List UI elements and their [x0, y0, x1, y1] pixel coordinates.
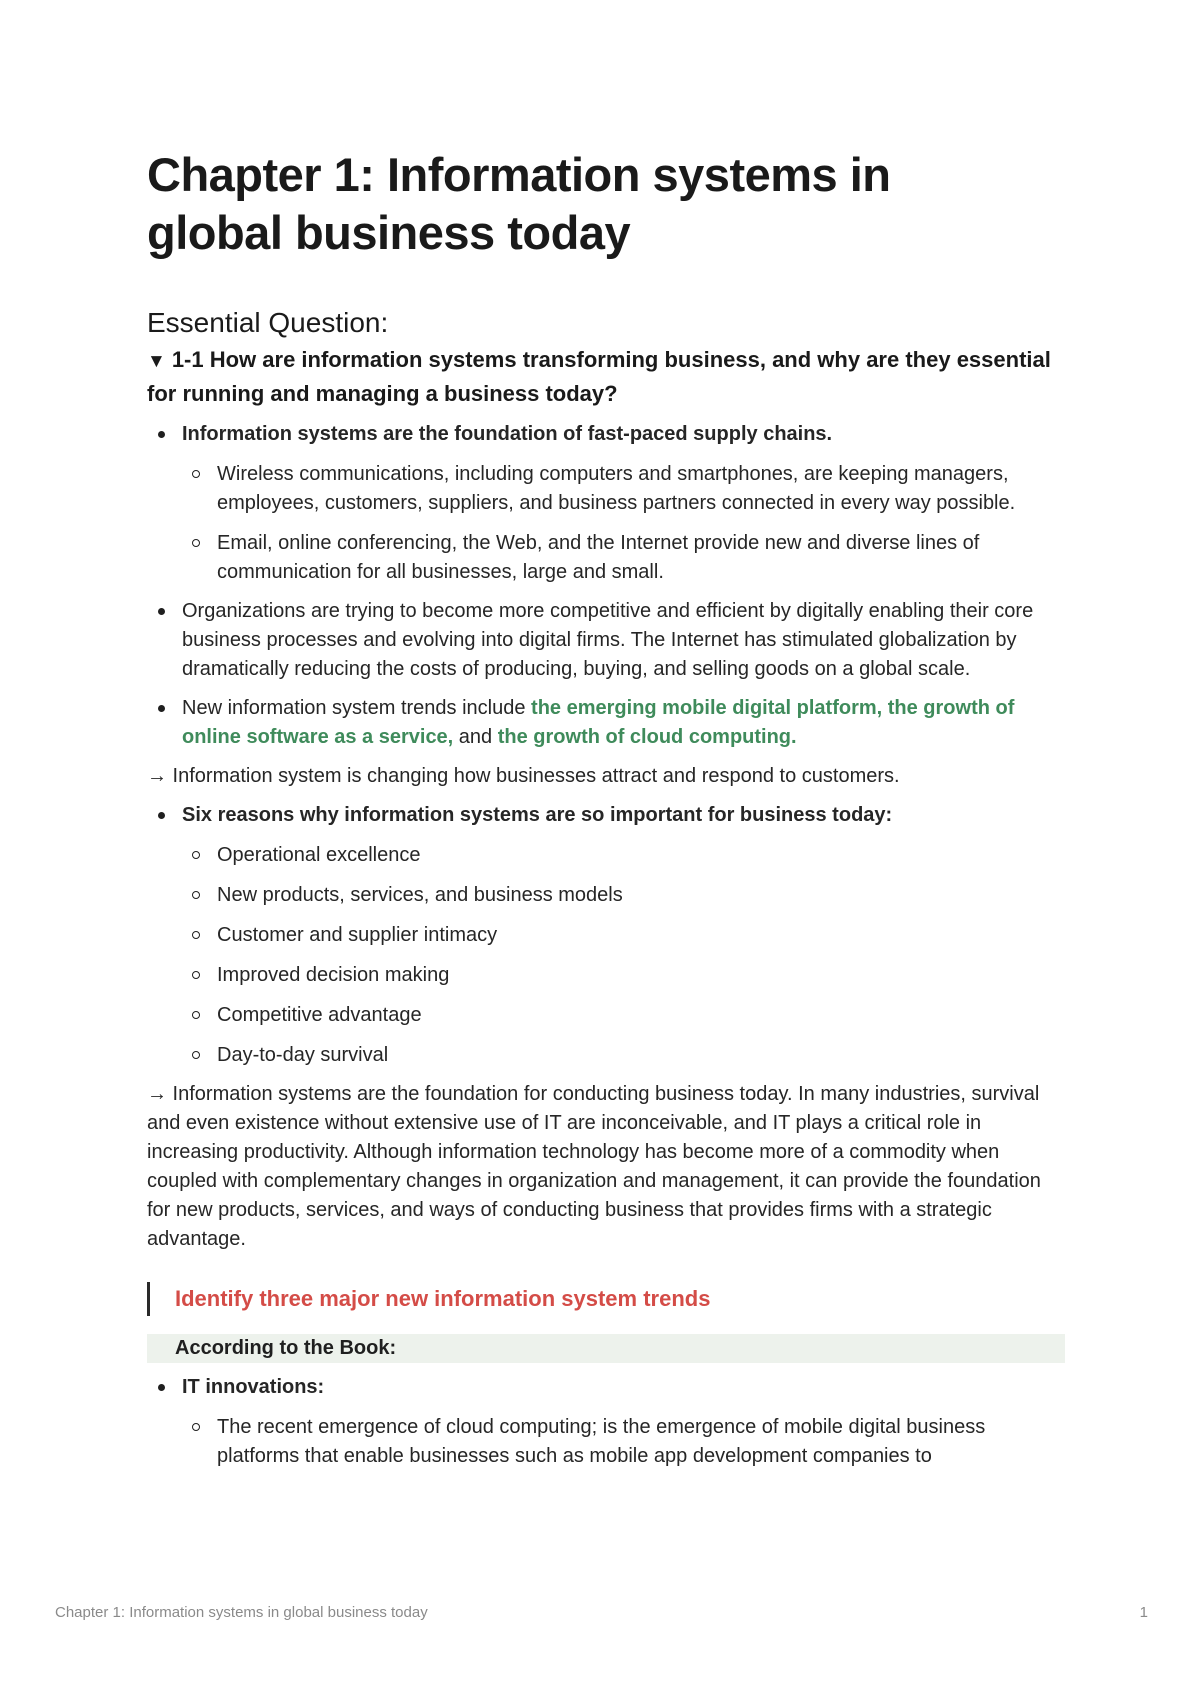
page-title-line-2: global business today [147, 206, 631, 259]
bullet-list [147, 801, 1065, 1070]
list-item-text: IT innovations: [182, 1376, 325, 1398]
hollow-bullet-icon [192, 891, 200, 899]
hollow-bullet-icon [192, 851, 200, 859]
bullet-list [147, 1373, 1065, 1471]
essential-question-heading: Essential Question: [147, 307, 389, 338]
highlight-text: the growth of cloud computing. [497, 726, 797, 748]
hollow-bullet-icon [192, 539, 200, 547]
arrow-paragraph: → Information system is changing how businesses attract and respond to customers. [147, 765, 900, 787]
sub-bullet-list [182, 841, 1065, 1070]
toggle-triangle-icon[interactable]: ▼ [147, 351, 166, 372]
sub-list-item [217, 529, 1065, 587]
sub-list-item [217, 881, 1065, 910]
list-item-text: Information systems are the foundation of fast-paced supply chains. [182, 423, 833, 445]
callout-heading: Identify three major new information system trends [147, 1282, 1065, 1316]
hollow-bullet-icon [192, 1051, 200, 1059]
footer-title: Chapter 1: Information systems in global business today [55, 1604, 428, 1621]
hollow-bullet-icon [192, 931, 200, 939]
sub-list-item [217, 1413, 1065, 1471]
list-item-text-pre: New information system trends include [182, 697, 532, 719]
sub-list-item [217, 841, 1065, 870]
list-item-text: Organizations are trying to become more competitive and efficient by digitally enabling their core business processes and evolving into digital firms. The Internet has stimulated globalization by dramatically reducing the costs of producing, buying, and selling goods on a global scale. [182, 600, 1034, 680]
page-title-line-1: Chapter 1: Information systems in [147, 148, 891, 201]
sub-list-item-text: The recent emergence of cloud computing; is the emergence of mobile digital business platforms that enable businesses such as mobile app development companies to [217, 1416, 986, 1467]
sub-bullet-list [182, 1413, 1065, 1471]
bullet-list [147, 420, 1065, 752]
highlighted-label: According to the Book: [147, 1334, 1065, 1363]
toggle-text: 1-1 How are information systems transforming business, and why are they essential for running and managing a business today? [147, 347, 1051, 406]
sub-list-item [217, 1001, 1065, 1030]
sub-bullet-list [182, 460, 1065, 587]
toggle-body [147, 420, 1065, 1471]
page-footer [55, 1604, 1148, 1621]
sub-list-item [217, 1041, 1065, 1070]
page-content [147, 146, 1065, 1471]
hollow-bullet-icon [192, 1011, 200, 1019]
sub-list-item [217, 961, 1065, 990]
hollow-bullet-icon [192, 971, 200, 979]
list-item-text-mid: and [453, 726, 498, 748]
sub-list-item-text: New products, services, and business models [217, 884, 623, 906]
sub-list-item-text: Customer and supplier intimacy [217, 924, 498, 946]
sub-list-item-text: Improved decision making [217, 964, 450, 986]
list-item [174, 694, 1065, 752]
bullet-icon [158, 812, 165, 819]
bullet-icon [158, 431, 165, 438]
page-title [147, 146, 1065, 262]
list-item-text: Six reasons why information systems are so important for business today: [182, 804, 893, 826]
sub-list-item-text: Email, online conferencing, the Web, and the Internet provide new and diverse lines of communication for all businesses, large and small. [217, 532, 980, 583]
sub-list-item [217, 460, 1065, 518]
bullet-icon [158, 608, 165, 615]
hollow-bullet-icon [192, 470, 200, 478]
arrow-paragraph: → Information systems are the foundation for conducting business today. In many industries, survival and even existence without extensive use of IT are inconceivable, and IT plays a critical role in increasing productivity. Although information technology has become more of a commodity when coupled with complementary changes in organization and management, it can provide the foundation for new products, services, and ways of conducting business that provides firms with a strategic advantage. [147, 1083, 1041, 1250]
toggle-block[interactable] [147, 344, 1065, 410]
list-item [174, 1373, 1065, 1471]
sub-list-item-text: Operational excellence [217, 844, 421, 866]
list-item [174, 420, 1065, 587]
list-item [174, 801, 1065, 1070]
highlight-text: the emerging mobile digital platform, the growth of online software as a service, [182, 697, 1015, 748]
sub-list-item-text: Wireless communications, including computers and smartphones, are keeping managers, employees, customers, suppliers, and business partners connected in every way possible. [217, 463, 1016, 514]
sub-list-item [217, 921, 1065, 950]
sub-list-item-text: Day-to-day survival [217, 1044, 389, 1066]
hollow-bullet-icon [192, 1423, 200, 1431]
sub-list-item-text: Competitive advantage [217, 1004, 422, 1026]
page-number: 1 [1139, 1604, 1148, 1621]
bullet-icon [158, 1384, 165, 1391]
list-item [174, 597, 1065, 684]
bullet-icon [158, 705, 165, 712]
